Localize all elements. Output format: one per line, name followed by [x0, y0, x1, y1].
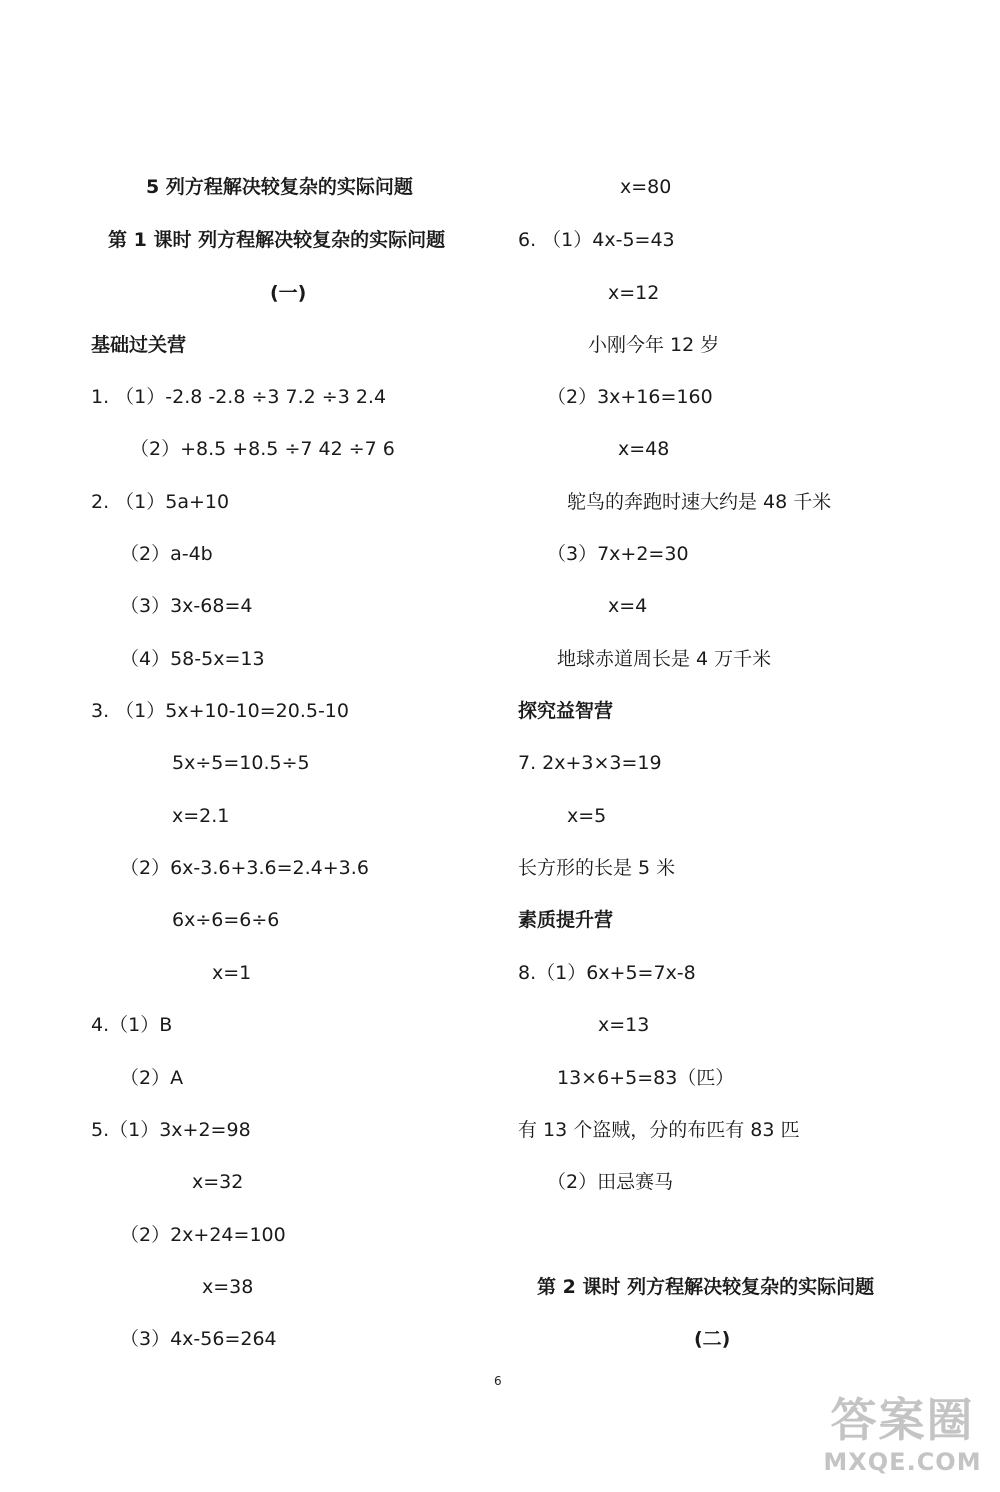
answer-line: 13×6+5=83（匹） [557, 1067, 735, 1089]
answer-line: 小刚今年 12 岁 [588, 334, 720, 356]
lesson2-part: (二) [694, 1328, 731, 1350]
answer-line: x=4 [608, 595, 648, 617]
answer-line: 7. 2x+3×3=19 [518, 752, 662, 774]
answer-line: （3）3x-68=4 [120, 595, 253, 617]
answer-line: 2. （1）5a+10 [91, 491, 230, 513]
answer-line: 鸵鸟的奔跑时速大约是 48 千米 [567, 491, 832, 513]
watermark-logo: 答案圈 [830, 1393, 975, 1447]
chapter-title: 5 列方程解决较复杂的实际问题 [146, 176, 413, 198]
answer-line: x=5 [567, 805, 607, 827]
answer-line: 地球赤道周长是 4 万千米 [557, 648, 772, 670]
answer-line: （4）58-5x=13 [120, 648, 265, 670]
answer-line: 6x÷6=6÷6 [172, 909, 280, 931]
answer-line: x=80 [620, 176, 672, 198]
answer-line: x=2.1 [172, 805, 230, 827]
answer-line: 1. （1）-2.8 -2.8 ÷3 7.2 ÷3 2.4 [91, 386, 387, 408]
answer-line: （2）a-4b [120, 543, 213, 565]
answer-line: （2）3x+16=160 [547, 386, 713, 408]
answer-line: x=32 [192, 1171, 244, 1193]
answer-line: x=38 [202, 1276, 254, 1298]
answer-line: （3）7x+2=30 [547, 543, 689, 565]
answer-line: x=48 [618, 438, 670, 460]
answer-line: 4.（1）B [91, 1014, 173, 1036]
answer-line: （2）2x+24=100 [120, 1224, 286, 1246]
answer-line: 5x÷5=10.5÷5 [172, 752, 310, 774]
lesson-title: 第 1 课时 列方程解决较复杂的实际问题 [108, 229, 446, 251]
answer-line: 8.（1）6x+5=7x-8 [518, 962, 696, 984]
answer-line: （2）+8.5 +8.5 ÷7 42 ÷7 6 [130, 438, 395, 460]
answer-line: 长方形的长是 5 米 [518, 857, 676, 879]
answer-line: 3. （1）5x+10-10=20.5-10 [91, 700, 349, 722]
answer-line: （2）田忌赛马 [547, 1171, 674, 1193]
section-heading-quality: 素质提升营 [518, 909, 614, 931]
answer-line: 6. （1）4x-5=43 [518, 229, 675, 251]
answer-line: 5.（1）3x+2=98 [91, 1119, 251, 1141]
lesson-part: (一) [270, 282, 307, 304]
section-heading-explore: 探究益智营 [518, 700, 614, 722]
lesson2-title: 第 2 课时 列方程解决较复杂的实际问题 [537, 1276, 875, 1298]
answer-line: 有 13 个盗贼，分的布匹有 83 匹 [518, 1119, 800, 1141]
answer-line: （2）A [120, 1067, 184, 1089]
watermark-url: MXQE.COM [823, 1448, 982, 1476]
page-number: 6 [494, 1374, 502, 1388]
answer-line: x=12 [608, 282, 660, 304]
answer-line: x=13 [598, 1014, 650, 1036]
answer-line: （3）4x-56=264 [120, 1328, 277, 1350]
section-heading-basic: 基础过关营 [91, 334, 187, 356]
answer-line: （2）6x-3.6+3.6=2.4+3.6 [120, 857, 369, 879]
watermark [815, 1392, 990, 1484]
answer-line: x=1 [212, 962, 252, 984]
